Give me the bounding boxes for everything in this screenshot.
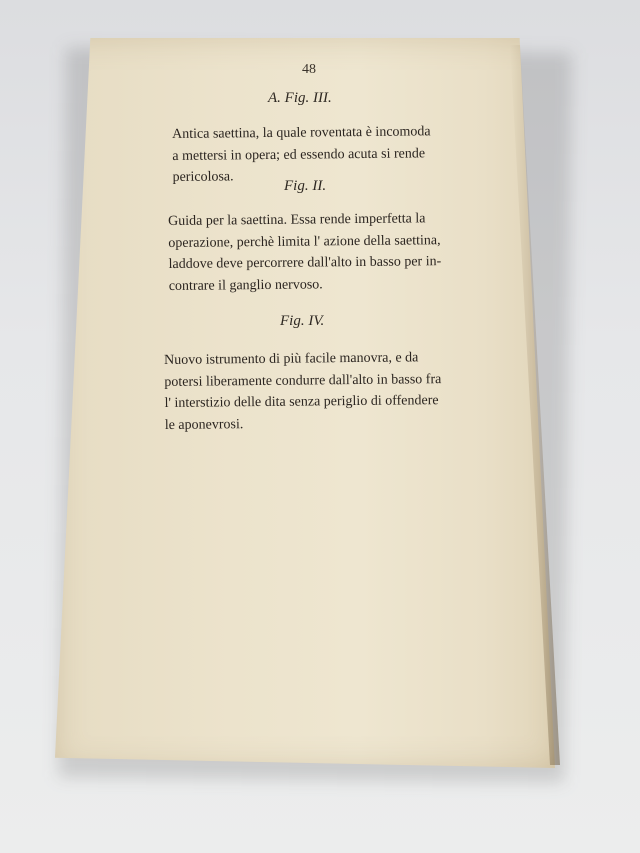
text-line: laddove deve percorrere dall'alto in basso per in- — [168, 254, 442, 272]
heading-fig-iv: Fig. IV. — [280, 313, 325, 329]
page-number: 48 — [302, 62, 316, 77]
heading-fig-iii: A. Fig. III. — [268, 90, 332, 106]
text-line: l' interstizio delle dita senza periglio di offendere — [164, 393, 439, 411]
text-line: Antica saettina, la quale roventata è incomoda — [172, 124, 431, 142]
text-line: contrare il ganglio nervoso. — [168, 276, 323, 294]
text-line: potersi liberamente condurre dall'alto in basso fra — [164, 371, 442, 390]
text-line: operazione, perchè limita l' azione della saettina, — [168, 232, 441, 251]
text-line: a mettersi in opera; ed essendo acuta si rende — [172, 145, 426, 164]
paragraph-fig-iv — [164, 347, 442, 436]
text-line: Guida per la saettina. Essa rende imperfetta la — [168, 211, 426, 229]
heading-fig-ii: Fig. II. — [284, 178, 327, 194]
text-line: pericolosa. — [172, 169, 234, 185]
paragraph-fig-ii — [168, 208, 442, 297]
text-line: le aponevrosi. — [164, 416, 244, 433]
text-line: Nuovo istrumento di più facile manovra, e da — [164, 350, 419, 368]
